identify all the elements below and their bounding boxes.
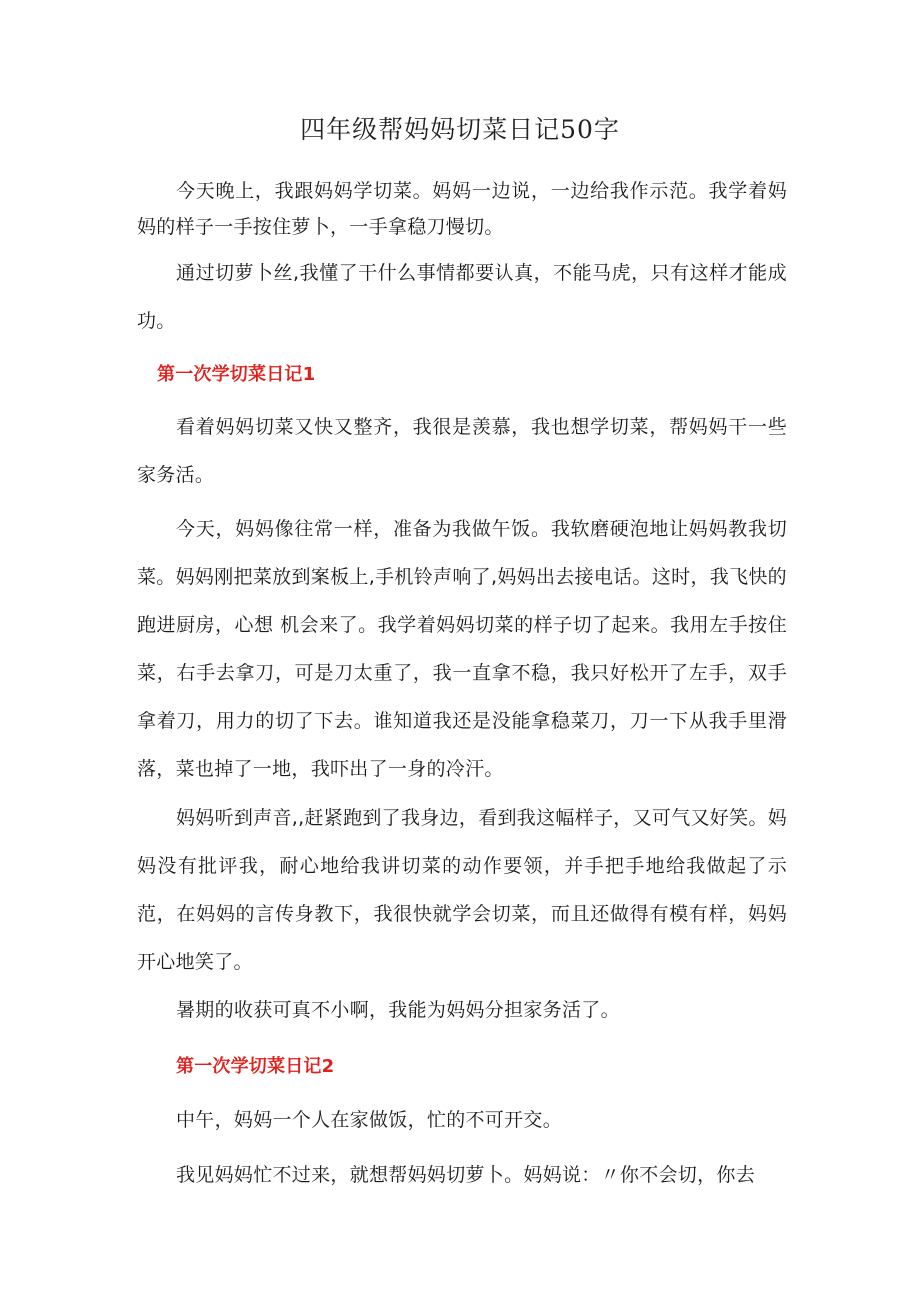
- section1-paragraph-2: 今天，妈妈像往常一样，准备为我做午饭。我软磨硬泡地让妈妈教我切菜。妈妈刚把菜放到案板上,手机铃声响了,妈妈出去接电话。这时，我飞快的跑进厨房，心想 机会来了。我学着妈妈切菜的样子切了起来。我用左手按住菜，右手去拿刀，可是刀太重了，我一直拿不稳，我只好松开了左手，双手拿着刀，用力的切了下去。谁知道我还是没能拿稳菜刀，刀一下从我手里滑落，菜也掉了一地，我吓出了一身的冷汗。: [137, 518, 787, 780]
- section-heading-1: 第一次学切菜日记1: [157, 364, 316, 385]
- section2-paragraph-2: 我见妈妈忙不过来，就想帮妈妈切萝卜。妈妈说：〃你不会切，你去: [176, 1164, 756, 1186]
- section1-paragraph-4: 暑期的收获可真不小啊，我能为妈妈分担家务活了。: [176, 999, 620, 1021]
- section2-paragraph-1: 中午，妈妈一个人在家做饭，忙的不可开交。: [176, 1109, 563, 1131]
- section1-paragraph-3: 妈妈听到声音,,赶紧跑到了我身边，看到我这幅样子，又可气又好笑。妈妈没有批评我，耐心地给我讲切菜的动作要领，并手把手地给我做起了示范，在妈妈的言传身教下，我很快就学会切菜，而且还做得有模有样，妈妈开心地笑了。: [137, 807, 787, 973]
- document-title: 四年级帮妈妈切菜日记50字: [300, 115, 620, 144]
- intro-paragraph-2: 通过切萝卜丝,我懂了干什么事情都要认真，不能马虎，只有这样才能成功。: [137, 262, 787, 332]
- section-heading-2: 第一次学切菜日记2: [176, 1056, 335, 1077]
- intro-paragraph-1: 今天晚上，我跟妈妈学切菜。妈妈一边说，一边给我作示范。我学着妈妈的样子一手按住萝卜，一手拿稳刀慢切。: [137, 180, 787, 238]
- section1-paragraph-1: 看着妈妈切菜又快又整齐，我很是羡慕，我也想学切菜，帮妈妈干一些家务活。: [137, 416, 787, 486]
